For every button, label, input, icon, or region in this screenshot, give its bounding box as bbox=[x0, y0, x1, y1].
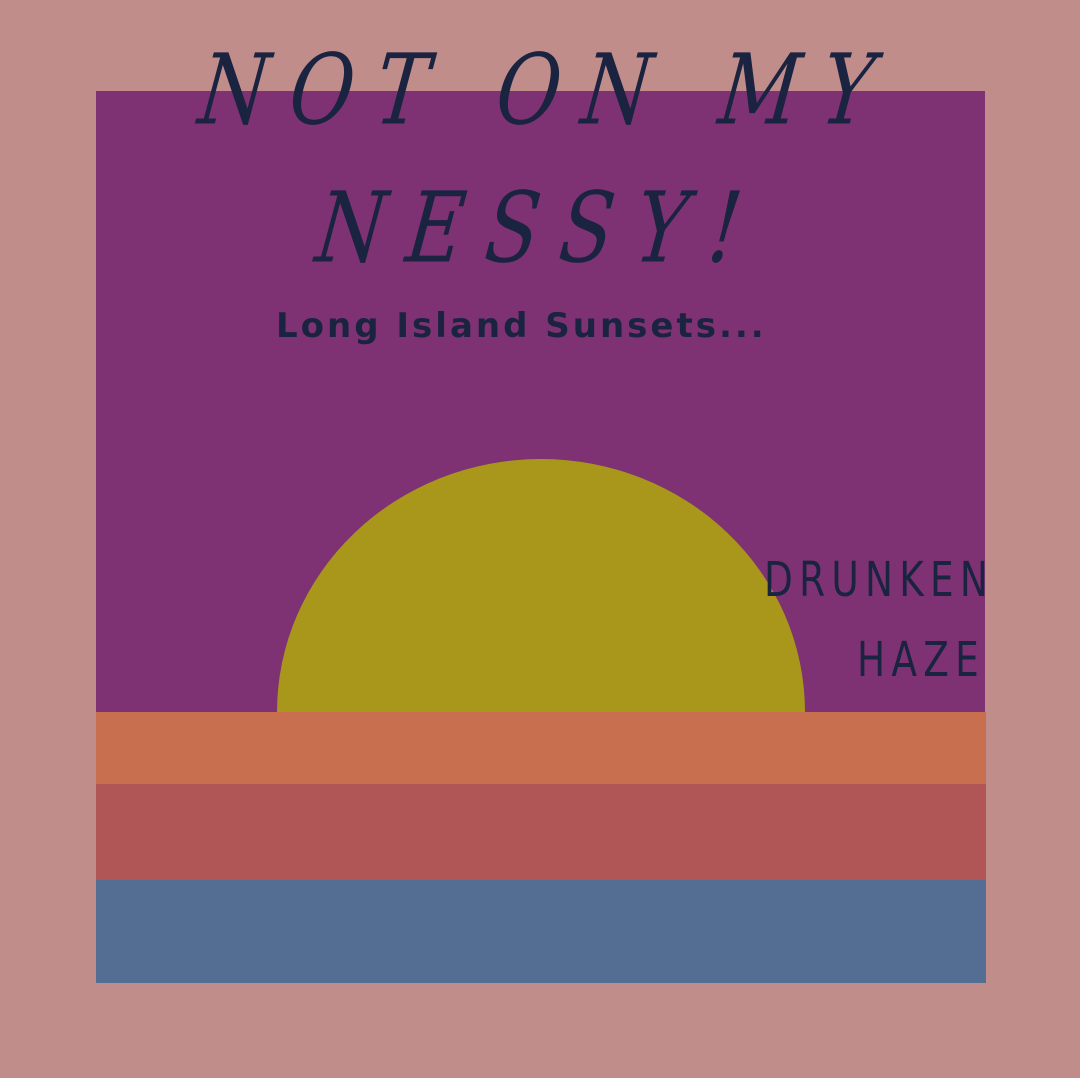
stripe-red bbox=[96, 784, 986, 880]
stripe-orange bbox=[96, 712, 986, 784]
sun-graphic bbox=[277, 459, 805, 712]
artist-line-1: DRUNKEN bbox=[764, 552, 995, 608]
stripe-blue bbox=[96, 880, 986, 983]
title-line-2: NESSY! bbox=[310, 172, 770, 286]
sun-half-circle bbox=[277, 459, 805, 712]
artist-line-2: HAZE bbox=[857, 632, 986, 688]
title-line-1: NOT ON MY bbox=[193, 34, 902, 148]
subtitle: Long Island Sunsets... bbox=[276, 306, 767, 346]
